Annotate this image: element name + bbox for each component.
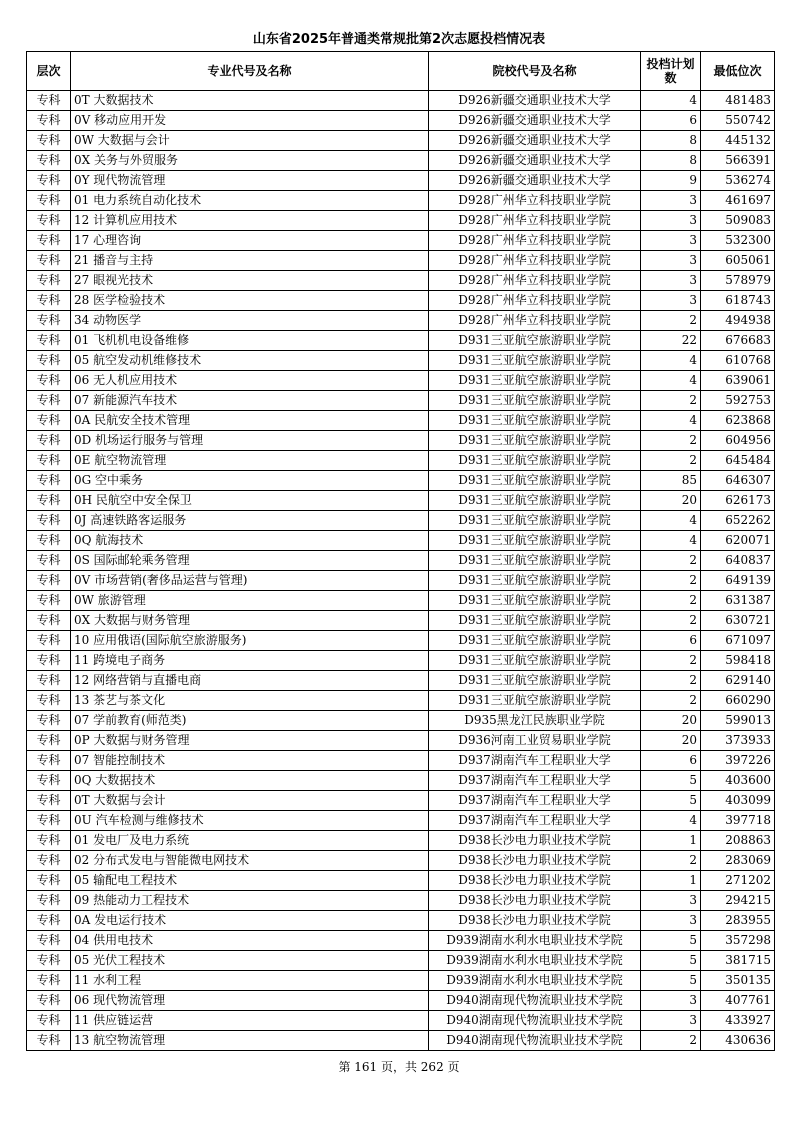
cell-rank: 640837 xyxy=(701,551,775,571)
cell-rank: 381715 xyxy=(701,951,775,971)
cell-level: 专科 xyxy=(27,551,71,571)
cell-level: 专科 xyxy=(27,271,71,291)
cell-plan: 85 xyxy=(641,471,701,491)
cell-rank: 445132 xyxy=(701,131,775,151)
cell-level: 专科 xyxy=(27,451,71,471)
cell-school: D931三亚航空旅游职业学院 xyxy=(429,651,641,671)
cell-major: 06 现代物流管理 xyxy=(71,991,429,1011)
cell-rank: 626173 xyxy=(701,491,775,511)
cell-plan: 3 xyxy=(641,911,701,931)
cell-level: 专科 xyxy=(27,851,71,871)
cell-level: 专科 xyxy=(27,991,71,1011)
cell-level: 专科 xyxy=(27,491,71,511)
cell-major: 0Q 大数据技术 xyxy=(71,771,429,791)
cell-school: D939湖南水利水电职业技术学院 xyxy=(429,931,641,951)
cell-level: 专科 xyxy=(27,111,71,131)
cell-rank: 649139 xyxy=(701,571,775,591)
table-row xyxy=(27,591,775,611)
cell-plan: 5 xyxy=(641,771,701,791)
cell-plan: 5 xyxy=(641,791,701,811)
table-row xyxy=(27,711,775,731)
cell-school: D928广州华立科技职业学院 xyxy=(429,191,641,211)
cell-school: D926新疆交通职业技术大学 xyxy=(429,131,641,151)
cell-major: 0V 市场营销(奢侈品运营与管理) xyxy=(71,571,429,591)
cell-school: D931三亚航空旅游职业学院 xyxy=(429,571,641,591)
cell-plan: 5 xyxy=(641,931,701,951)
cell-plan: 3 xyxy=(641,211,701,231)
cell-level: 专科 xyxy=(27,131,71,151)
cell-school: D928广州华立科技职业学院 xyxy=(429,291,641,311)
cell-plan: 2 xyxy=(641,311,701,331)
cell-plan: 3 xyxy=(641,191,701,211)
cell-plan: 2 xyxy=(641,691,701,711)
cell-rank: 350135 xyxy=(701,971,775,991)
cell-plan: 4 xyxy=(641,371,701,391)
cell-level: 专科 xyxy=(27,91,71,111)
cell-rank: 397718 xyxy=(701,811,775,831)
cell-level: 专科 xyxy=(27,731,71,751)
cell-rank: 610768 xyxy=(701,351,775,371)
cell-major: 07 学前教育(师范类) xyxy=(71,711,429,731)
cell-major: 09 热能动力工程技术 xyxy=(71,891,429,911)
cell-school: D940湖南现代物流职业技术学院 xyxy=(429,1031,641,1051)
cell-major: 13 航空物流管理 xyxy=(71,1031,429,1051)
cell-rank: 652262 xyxy=(701,511,775,531)
cell-major: 0U 汽车检测与维修技术 xyxy=(71,811,429,831)
table-row xyxy=(27,211,775,231)
table-row xyxy=(27,251,775,271)
cell-major: 0Y 现代物流管理 xyxy=(71,171,429,191)
cell-level: 专科 xyxy=(27,251,71,271)
cell-rank: 481483 xyxy=(701,91,775,111)
header-major: 专业代号及名称 xyxy=(71,52,429,91)
table-row xyxy=(27,91,775,111)
cell-plan: 4 xyxy=(641,511,701,531)
cell-major: 0S 国际邮轮乘务管理 xyxy=(71,551,429,571)
cell-major: 34 动物医学 xyxy=(71,311,429,331)
cell-level: 专科 xyxy=(27,171,71,191)
table-row xyxy=(27,231,775,251)
cell-major: 11 供应链运营 xyxy=(71,1011,429,1031)
cell-rank: 494938 xyxy=(701,311,775,331)
admission-table xyxy=(26,51,775,1051)
cell-rank: 629140 xyxy=(701,671,775,691)
cell-plan: 2 xyxy=(641,671,701,691)
table-row xyxy=(27,631,775,651)
table-row xyxy=(27,771,775,791)
table-row xyxy=(27,171,775,191)
cell-plan: 5 xyxy=(641,951,701,971)
cell-level: 专科 xyxy=(27,291,71,311)
cell-rank: 630721 xyxy=(701,611,775,631)
table-row xyxy=(27,191,775,211)
table-row xyxy=(27,271,775,291)
cell-school: D938长沙电力职业技术学院 xyxy=(429,891,641,911)
cell-level: 专科 xyxy=(27,631,71,651)
cell-rank: 407761 xyxy=(701,991,775,1011)
cell-major: 0J 高速铁路客运服务 xyxy=(71,511,429,531)
cell-level: 专科 xyxy=(27,471,71,491)
cell-rank: 599013 xyxy=(701,711,775,731)
cell-school: D940湖南现代物流职业技术学院 xyxy=(429,991,641,1011)
cell-level: 专科 xyxy=(27,891,71,911)
cell-school: D938长沙电力职业技术学院 xyxy=(429,871,641,891)
table-row xyxy=(27,391,775,411)
cell-level: 专科 xyxy=(27,951,71,971)
cell-plan: 5 xyxy=(641,971,701,991)
cell-school: D931三亚航空旅游职业学院 xyxy=(429,431,641,451)
cell-rank: 631387 xyxy=(701,591,775,611)
cell-level: 专科 xyxy=(27,571,71,591)
cell-school: D931三亚航空旅游职业学院 xyxy=(429,551,641,571)
cell-major: 04 供用电技术 xyxy=(71,931,429,951)
cell-rank: 461697 xyxy=(701,191,775,211)
cell-plan: 20 xyxy=(641,731,701,751)
table-row xyxy=(27,331,775,351)
cell-major: 0V 移动应用开发 xyxy=(71,111,429,131)
cell-rank: 283955 xyxy=(701,911,775,931)
cell-school: D926新疆交通职业技术大学 xyxy=(429,171,641,191)
cell-level: 专科 xyxy=(27,971,71,991)
cell-school: D931三亚航空旅游职业学院 xyxy=(429,391,641,411)
cell-level: 专科 xyxy=(27,651,71,671)
cell-level: 专科 xyxy=(27,411,71,431)
cell-major: 17 心理咨询 xyxy=(71,231,429,251)
cell-plan: 2 xyxy=(641,551,701,571)
cell-level: 专科 xyxy=(27,371,71,391)
table-body xyxy=(27,91,775,1051)
table-row xyxy=(27,731,775,751)
cell-rank: 646307 xyxy=(701,471,775,491)
cell-plan: 1 xyxy=(641,871,701,891)
cell-major: 0X 关务与外贸服务 xyxy=(71,151,429,171)
cell-rank: 271202 xyxy=(701,871,775,891)
cell-major: 0A 发电运行技术 xyxy=(71,911,429,931)
table-row xyxy=(27,691,775,711)
cell-plan: 2 xyxy=(641,391,701,411)
cell-plan: 2 xyxy=(641,451,701,471)
cell-plan: 2 xyxy=(641,431,701,451)
cell-rank: 509083 xyxy=(701,211,775,231)
cell-plan: 4 xyxy=(641,411,701,431)
cell-plan: 2 xyxy=(641,651,701,671)
cell-level: 专科 xyxy=(27,691,71,711)
cell-major: 0H 民航空中安全保卫 xyxy=(71,491,429,511)
cell-major: 05 光伏工程技术 xyxy=(71,951,429,971)
cell-major: 0T 大数据与会计 xyxy=(71,791,429,811)
cell-school: D931三亚航空旅游职业学院 xyxy=(429,451,641,471)
cell-rank: 676683 xyxy=(701,331,775,351)
table-row xyxy=(27,1011,775,1031)
cell-rank: 208863 xyxy=(701,831,775,851)
table-header-row xyxy=(27,52,775,91)
cell-major: 0P 大数据与财务管理 xyxy=(71,731,429,751)
cell-major: 01 飞机机电设备维修 xyxy=(71,331,429,351)
cell-rank: 397226 xyxy=(701,751,775,771)
cell-rank: 660290 xyxy=(701,691,775,711)
header-rank: 最低位次 xyxy=(701,52,775,91)
cell-school: D940湖南现代物流职业技术学院 xyxy=(429,1011,641,1031)
cell-rank: 645484 xyxy=(701,451,775,471)
cell-plan: 1 xyxy=(641,831,701,851)
cell-school: D928广州华立科技职业学院 xyxy=(429,251,641,271)
cell-school: D928广州华立科技职业学院 xyxy=(429,211,641,231)
table-row xyxy=(27,451,775,471)
table-row xyxy=(27,951,775,971)
cell-plan: 3 xyxy=(641,891,701,911)
cell-level: 专科 xyxy=(27,711,71,731)
table-row xyxy=(27,291,775,311)
cell-major: 01 电力系统自动化技术 xyxy=(71,191,429,211)
cell-school: D936河南工业贸易职业学院 xyxy=(429,731,641,751)
cell-major: 0W 旅游管理 xyxy=(71,591,429,611)
cell-rank: 550742 xyxy=(701,111,775,131)
cell-school: D928广州华立科技职业学院 xyxy=(429,271,641,291)
table-row xyxy=(27,491,775,511)
cell-rank: 357298 xyxy=(701,931,775,951)
cell-level: 专科 xyxy=(27,771,71,791)
cell-plan: 3 xyxy=(641,251,701,271)
table-row xyxy=(27,831,775,851)
cell-school: D938长沙电力职业技术学院 xyxy=(429,851,641,871)
cell-level: 专科 xyxy=(27,531,71,551)
cell-rank: 373933 xyxy=(701,731,775,751)
cell-plan: 3 xyxy=(641,1011,701,1031)
cell-school: D931三亚航空旅游职业学院 xyxy=(429,471,641,491)
cell-major: 07 智能控制技术 xyxy=(71,751,429,771)
cell-level: 专科 xyxy=(27,231,71,251)
cell-major: 21 播音与主持 xyxy=(71,251,429,271)
cell-level: 专科 xyxy=(27,1011,71,1031)
cell-plan: 6 xyxy=(641,111,701,131)
cell-school: D931三亚航空旅游职业学院 xyxy=(429,591,641,611)
cell-level: 专科 xyxy=(27,911,71,931)
cell-level: 专科 xyxy=(27,211,71,231)
table-row xyxy=(27,551,775,571)
cell-major: 0E 航空物流管理 xyxy=(71,451,429,471)
cell-school: D931三亚航空旅游职业学院 xyxy=(429,511,641,531)
cell-level: 专科 xyxy=(27,391,71,411)
table-row xyxy=(27,931,775,951)
cell-rank: 403099 xyxy=(701,791,775,811)
cell-school: D931三亚航空旅游职业学院 xyxy=(429,491,641,511)
cell-major: 02 分布式发电与智能微电网技术 xyxy=(71,851,429,871)
cell-level: 专科 xyxy=(27,351,71,371)
cell-level: 专科 xyxy=(27,671,71,691)
cell-rank: 283069 xyxy=(701,851,775,871)
cell-plan: 22 xyxy=(641,331,701,351)
cell-major: 12 计算机应用技术 xyxy=(71,211,429,231)
cell-level: 专科 xyxy=(27,831,71,851)
cell-rank: 671097 xyxy=(701,631,775,651)
cell-major: 05 航空发动机维修技术 xyxy=(71,351,429,371)
table-row xyxy=(27,431,775,451)
cell-plan: 4 xyxy=(641,811,701,831)
cell-rank: 294215 xyxy=(701,891,775,911)
page-footer: 第 161 页，共 262 页 xyxy=(338,1060,460,1074)
cell-school: D938长沙电力职业技术学院 xyxy=(429,911,641,931)
cell-rank: 639061 xyxy=(701,371,775,391)
cell-major: 0A 民航安全技术管理 xyxy=(71,411,429,431)
table-row xyxy=(27,671,775,691)
cell-plan: 9 xyxy=(641,171,701,191)
cell-school: D931三亚航空旅游职业学院 xyxy=(429,611,641,631)
cell-school: D931三亚航空旅游职业学院 xyxy=(429,531,641,551)
cell-major: 05 输配电工程技术 xyxy=(71,871,429,891)
table-row xyxy=(27,851,775,871)
cell-level: 专科 xyxy=(27,151,71,171)
cell-rank: 620071 xyxy=(701,531,775,551)
cell-rank: 433927 xyxy=(701,1011,775,1031)
cell-plan: 4 xyxy=(641,531,701,551)
cell-major: 28 医学检验技术 xyxy=(71,291,429,311)
cell-school: D931三亚航空旅游职业学院 xyxy=(429,671,641,691)
cell-school: D931三亚航空旅游职业学院 xyxy=(429,351,641,371)
cell-school: D931三亚航空旅游职业学院 xyxy=(429,371,641,391)
table-row xyxy=(27,151,775,171)
cell-school: D939湖南水利水电职业技术学院 xyxy=(429,971,641,991)
cell-level: 专科 xyxy=(27,751,71,771)
cell-rank: 566391 xyxy=(701,151,775,171)
table-row xyxy=(27,351,775,371)
table-row xyxy=(27,571,775,591)
table-row xyxy=(27,651,775,671)
table-row xyxy=(27,911,775,931)
cell-major: 13 茶艺与茶文化 xyxy=(71,691,429,711)
cell-major: 0X 大数据与财务管理 xyxy=(71,611,429,631)
cell-rank: 578979 xyxy=(701,271,775,291)
cell-major: 10 应用俄语(国际航空旅游服务) xyxy=(71,631,429,651)
page-title: 山东省2025年普通类常规批第2次志愿投档情况表 xyxy=(252,32,546,47)
cell-level: 专科 xyxy=(27,591,71,611)
cell-school: D931三亚航空旅游职业学院 xyxy=(429,331,641,351)
cell-plan: 2 xyxy=(641,851,701,871)
cell-plan: 6 xyxy=(641,631,701,651)
table-row xyxy=(27,111,775,131)
cell-major: 0D 机场运行服务与管理 xyxy=(71,431,429,451)
cell-rank: 403600 xyxy=(701,771,775,791)
cell-school: D928广州华立科技职业学院 xyxy=(429,311,641,331)
cell-rank: 598418 xyxy=(701,651,775,671)
cell-rank: 532300 xyxy=(701,231,775,251)
table-row xyxy=(27,131,775,151)
cell-rank: 605061 xyxy=(701,251,775,271)
cell-rank: 430636 xyxy=(701,1031,775,1051)
cell-plan: 2 xyxy=(641,591,701,611)
cell-major: 0W 大数据与会计 xyxy=(71,131,429,151)
table-row xyxy=(27,971,775,991)
cell-rank: 592753 xyxy=(701,391,775,411)
cell-plan: 20 xyxy=(641,491,701,511)
cell-major: 11 水利工程 xyxy=(71,971,429,991)
cell-school: D939湖南水利水电职业技术学院 xyxy=(429,951,641,971)
cell-plan: 8 xyxy=(641,131,701,151)
cell-level: 专科 xyxy=(27,871,71,891)
cell-major: 27 眼视光技术 xyxy=(71,271,429,291)
cell-rank: 536274 xyxy=(701,171,775,191)
cell-plan: 6 xyxy=(641,751,701,771)
cell-level: 专科 xyxy=(27,931,71,951)
cell-plan: 3 xyxy=(641,291,701,311)
table-row xyxy=(27,871,775,891)
cell-rank: 618743 xyxy=(701,291,775,311)
cell-major: 11 跨境电子商务 xyxy=(71,651,429,671)
table-row xyxy=(27,411,775,431)
cell-major: 07 新能源汽车技术 xyxy=(71,391,429,411)
table-row xyxy=(27,511,775,531)
cell-school: D931三亚航空旅游职业学院 xyxy=(429,631,641,651)
cell-school: D931三亚航空旅游职业学院 xyxy=(429,411,641,431)
table-row xyxy=(27,471,775,491)
cell-school: D931三亚航空旅游职业学院 xyxy=(429,691,641,711)
cell-level: 专科 xyxy=(27,611,71,631)
cell-school: D926新疆交通职业技术大学 xyxy=(429,111,641,131)
table-row xyxy=(27,891,775,911)
table-row xyxy=(27,531,775,551)
cell-rank: 604956 xyxy=(701,431,775,451)
header-level: 层次 xyxy=(27,52,71,91)
header-plan: 投档计划数 xyxy=(641,52,701,91)
cell-plan: 3 xyxy=(641,231,701,251)
cell-rank: 623868 xyxy=(701,411,775,431)
table-row xyxy=(27,751,775,771)
cell-plan: 2 xyxy=(641,611,701,631)
cell-school: D937湖南汽车工程职业大学 xyxy=(429,811,641,831)
cell-level: 专科 xyxy=(27,511,71,531)
cell-plan: 20 xyxy=(641,711,701,731)
cell-major: 06 无人机应用技术 xyxy=(71,371,429,391)
cell-major: 12 网络营销与直播电商 xyxy=(71,671,429,691)
cell-major: 0Q 航海技术 xyxy=(71,531,429,551)
cell-plan: 4 xyxy=(641,91,701,111)
table-row xyxy=(27,311,775,331)
table-row xyxy=(27,1031,775,1051)
cell-level: 专科 xyxy=(27,431,71,451)
cell-major: 0G 空中乘务 xyxy=(71,471,429,491)
cell-school: D937湖南汽车工程职业大学 xyxy=(429,771,641,791)
cell-plan: 2 xyxy=(641,571,701,591)
cell-level: 专科 xyxy=(27,811,71,831)
header-school: 院校代号及名称 xyxy=(429,52,641,91)
table-row xyxy=(27,611,775,631)
cell-school: D926新疆交通职业技术大学 xyxy=(429,151,641,171)
cell-level: 专科 xyxy=(27,191,71,211)
cell-school: D935黑龙江民族职业学院 xyxy=(429,711,641,731)
cell-school: D928广州华立科技职业学院 xyxy=(429,231,641,251)
cell-level: 专科 xyxy=(27,311,71,331)
cell-level: 专科 xyxy=(27,1031,71,1051)
cell-plan: 4 xyxy=(641,351,701,371)
cell-plan: 3 xyxy=(641,271,701,291)
cell-school: D937湖南汽车工程职业大学 xyxy=(429,791,641,811)
cell-major: 0T 大数据技术 xyxy=(71,91,429,111)
cell-school: D938长沙电力职业技术学院 xyxy=(429,831,641,851)
table-row xyxy=(27,791,775,811)
table-row xyxy=(27,371,775,391)
cell-plan: 2 xyxy=(641,1031,701,1051)
cell-school: D926新疆交通职业技术大学 xyxy=(429,91,641,111)
table-row xyxy=(27,991,775,1011)
cell-level: 专科 xyxy=(27,331,71,351)
cell-plan: 3 xyxy=(641,991,701,1011)
cell-school: D937湖南汽车工程职业大学 xyxy=(429,751,641,771)
cell-major: 01 发电厂及电力系统 xyxy=(71,831,429,851)
cell-plan: 8 xyxy=(641,151,701,171)
table-row xyxy=(27,811,775,831)
cell-level: 专科 xyxy=(27,791,71,811)
